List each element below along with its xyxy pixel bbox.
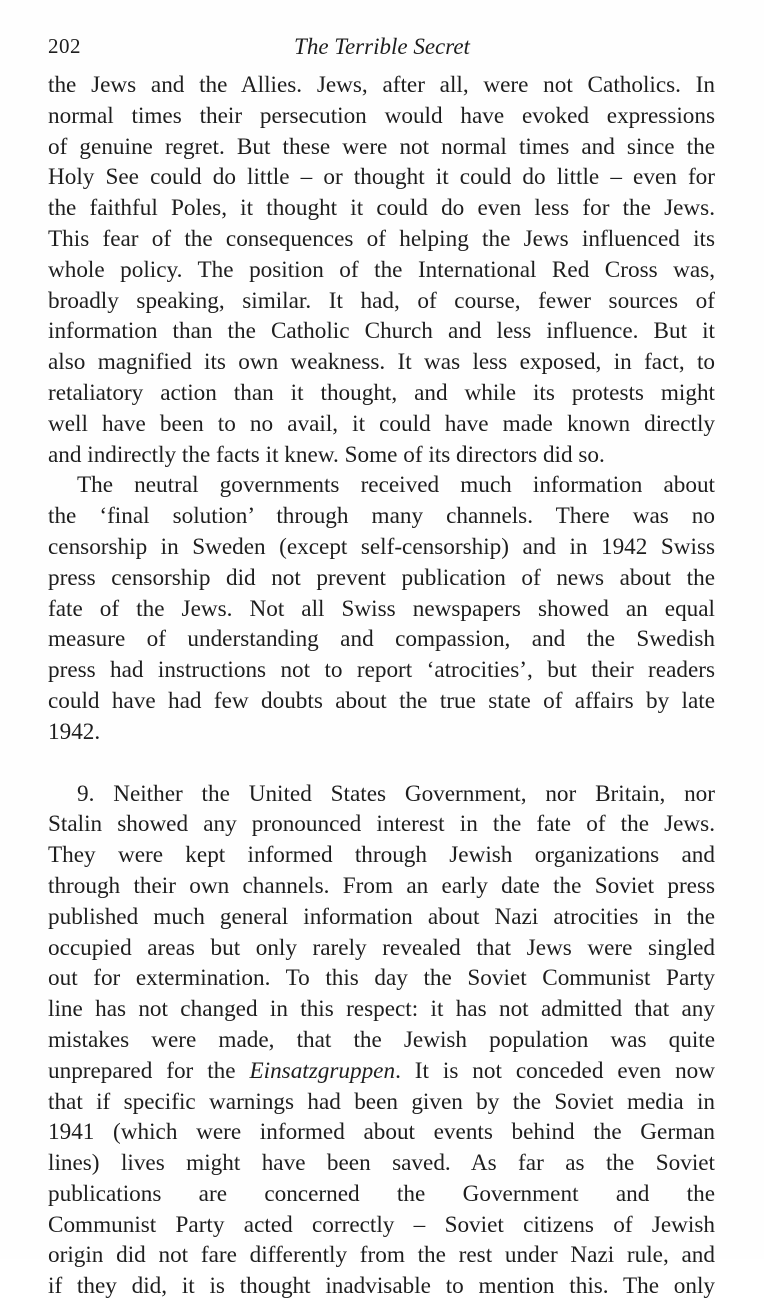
text-line: fate of the Jews. Not all Swiss newspapers showed an equal [48,595,715,622]
text-line: Communist Party acted correctly – Soviet citizens of Jewish [48,1211,715,1238]
text-line: the faithful Poles, it thought it could do even less for the Jews. [48,195,715,222]
text-line-with-italic [48,1056,715,1087]
text-line: censorship in Sweden (except self-censorship) and in 1942 Swiss [48,533,715,560]
text-line: measure of understanding and compassion, and the Swedish [48,626,715,653]
text-line: 1942. [48,718,101,745]
text-line: line has not changed in this respect: it has not admitted that any [48,996,715,1023]
text-line: They were kept informed through Jewish organizations and [48,842,715,869]
text-line: publications are concerned the Government and the [48,1180,715,1207]
text-segment: . It is not conceded even now [395,1057,715,1084]
paragraph-neutral-governments [48,470,715,747]
text-line: This fear of the consequences of helping the Jews influenced its [48,225,715,252]
text-line: published much general information about Nazi atrocities in the [48,903,715,930]
text-line: and indirectly the facts it knew. Some of its directors did so. [48,441,605,468]
text-line: origin did not fare differently from the rest under Nazi rule, and [48,1242,715,1269]
text-line: press censorship did not prevent publication of news about the [48,564,715,591]
text-line: normal times their persecution would have evoked expressions [48,102,715,129]
text-line: broadly speaking, similar. It had, of course, fewer sources of [48,287,715,314]
italic-term: Einsatzgruppen [249,1057,396,1084]
paragraph-section-9 [48,779,715,1302]
text-line: mistakes were made, that the Jewish population was quite [48,1026,715,1053]
text-line: that if specific warnings had been given by the Soviet media in [48,1088,715,1115]
text-line: 1941 (which were informed about events behind the German [48,1119,715,1146]
text-line: occupied areas but only rarely revealed that Jews were singled [48,934,715,961]
paragraph-continuation [48,70,715,470]
text-line: retaliatory action than it thought, and while its protests might [48,379,715,406]
text-line: also magnified its own weakness. It was less exposed, in fact, to [48,349,715,376]
running-head [48,34,716,64]
text-line: 9. Neither the United States Government, nor Britain, nor [77,780,715,807]
text-segment: unprepared for the [48,1057,250,1084]
text-line: Stalin showed any pronounced interest in the fate of the Jews. [48,811,715,838]
text-line: lines) lives might have been saved. As far as the Soviet [48,1150,715,1177]
text-line: the ‘final solution’ through many channels. There was no [48,503,715,530]
section-gap [48,748,715,779]
text-line: Holy See could do little – or thought it could do little – even for [48,164,715,191]
body-text [48,70,715,1302]
text-line: press had instructions not to report ‘atrocities’, but their readers [48,657,715,684]
text-line: The neutral governments received much information about [77,472,715,499]
text-line: of genuine regret. But these were not normal times and since the [48,133,715,160]
text-line: information than the Catholic Church and less influence. But it [48,318,715,345]
text-line: out for extermination. To this day the Soviet Communist Party [48,965,715,992]
text-line: the Jews and the Allies. Jews, after all, were not Catholics. In [48,72,715,98]
text-line: well have been to no avail, it could have made known directly [48,410,715,437]
text-line: if they did, it is thought inadvisable to mention this. The only [48,1273,715,1300]
text-line: could have had few doubts about the true state of affairs by late [48,687,715,714]
text-line: through their own channels. From an early date the Soviet press [48,872,715,899]
text-line: whole policy. The position of the International Red Cross was, [48,256,715,283]
page-number: 202 [48,34,81,58]
book-title: The Terrible Secret [294,34,470,59]
